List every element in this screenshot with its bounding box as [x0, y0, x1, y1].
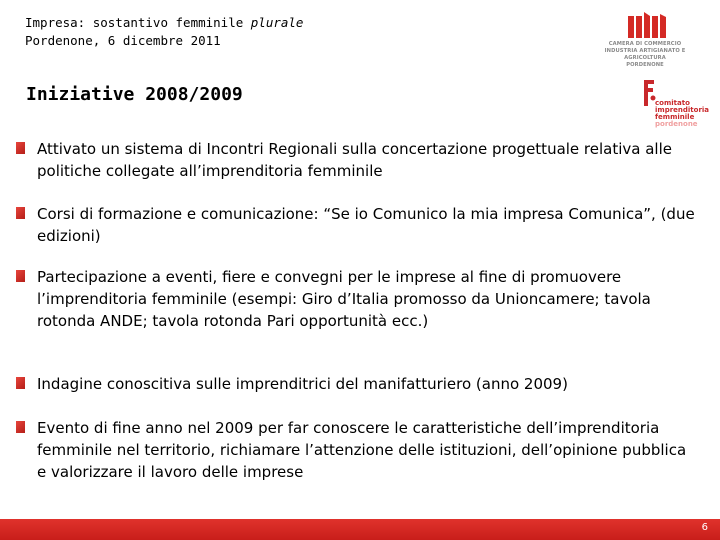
cif-line-4: pordenone: [655, 120, 698, 128]
bullet-item: [36, 373, 696, 395]
bullet-square-icon: [16, 421, 25, 433]
bullet-square-icon: [16, 207, 25, 219]
bullet-text: Attivato un sistema di Incontri Regionali sulla concertazione progettuale relativa alle politiche collegate all’imprenditoria femminile: [37, 140, 672, 180]
header-subtitle-italic: plurale: [250, 15, 304, 30]
footer-bar: [0, 519, 720, 540]
bullet-text: Corsi di formazione e comunicazione: “Se io Comunico la mia impresa Comunica”, (due edizioni): [37, 205, 695, 245]
bullet-square-icon: [16, 377, 25, 389]
slide-title: Iniziative 2008/2009: [26, 84, 243, 105]
ccia-line-2: INDUSTRIA ARTIGIANATO E AGRICOLTURA: [604, 48, 686, 61]
ccia-line-1: CAMERA DI COMMERCIO: [608, 41, 682, 47]
cif-line-1: comitato: [655, 99, 690, 107]
header-line-1: [25, 14, 303, 32]
bullet-square-icon: [16, 270, 25, 282]
bullet-text: Evento di fine anno nel 2009 per far conoscere le caratteristiche dell’imprenditoria femminile nel territorio, richiamare l’attenzione delle istituzioni, dell’opinione pubblica e valorizzare il lavoro delle imprese: [37, 419, 687, 481]
cif-line-2: imprenditoria: [655, 106, 710, 114]
bullet-item: [36, 417, 696, 483]
bullet-item: [36, 203, 696, 247]
ccia-logo-icon: [628, 12, 668, 38]
bullet-square-icon: [16, 142, 25, 154]
bullet-text: Partecipazione a eventi, fiere e convegni per le imprese al fine di promuovere l’imprenditoria femminile (esempi: Giro d’Italia promosso da Unioncamere; tavola rotonda ANDE; tavola rotonda Pari opportunità ecc.): [37, 268, 651, 330]
bullet-text: Indagine conoscitiva sulle imprenditrici del manifatturiero (anno 2009): [37, 375, 568, 393]
ccia-line-3: PORDENONE: [626, 62, 664, 68]
comitato-imprenditoria-femminile-logo: [640, 74, 710, 130]
bullet-item: [36, 138, 696, 182]
header-subtitle: Impresa: sostantivo femminile: [25, 15, 251, 30]
page-number: 6: [701, 522, 708, 533]
cif-line-3: femminile: [655, 113, 695, 121]
bullet-item: [36, 266, 696, 332]
camera-di-commercio-logo: [590, 12, 700, 66]
header-line-2: Pordenone, 6 dicembre 2011: [25, 33, 221, 48]
slide-header: [25, 14, 303, 50]
ccia-logo-text: [590, 41, 700, 69]
cif-logo-text: [655, 100, 711, 128]
